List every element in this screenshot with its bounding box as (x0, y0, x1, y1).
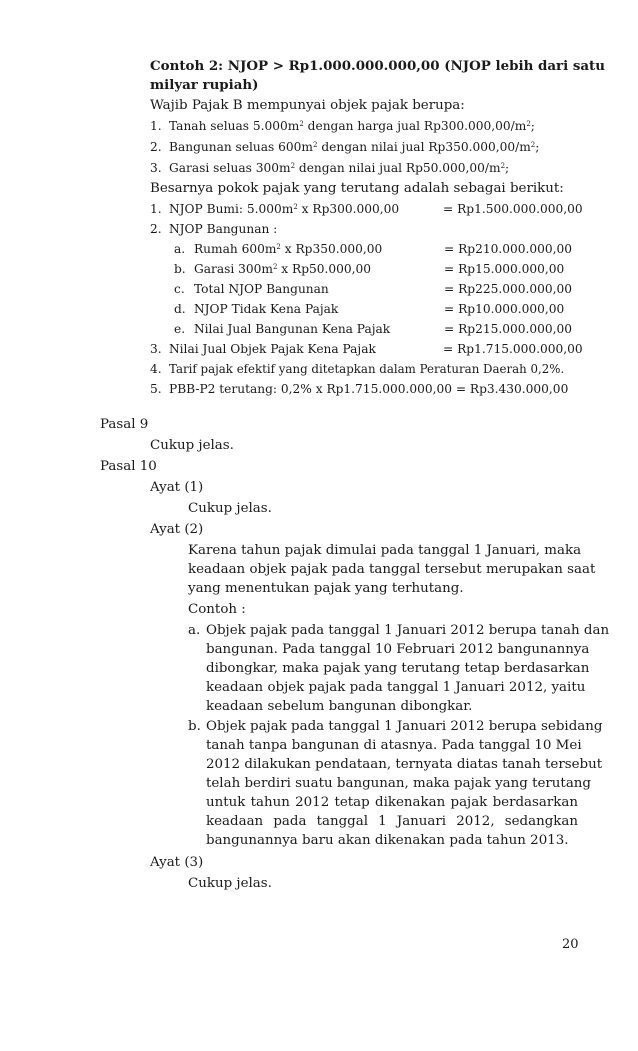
example-heading-line2: milyar rupiah) (150, 77, 259, 93)
pasal10-title: Pasal 10 (100, 459, 157, 474)
pasal9-text: Cukup jelas. (150, 438, 234, 453)
intro-text: Wajib Pajak B mempunyai objek pajak berupa: (150, 98, 465, 113)
calc-value: = Rp225.000.000,00 (444, 282, 572, 296)
ayat2-title: Ayat (2) (150, 522, 204, 537)
ayat3-title: Ayat (3) (150, 855, 204, 870)
ayat2-paragraph-line: Karena tahun pajak dimulai pada tanggal 1 Januari, maka (188, 543, 582, 558)
pasal9-title: Pasal 9 (100, 417, 149, 432)
example-a-line: keadaan objek pajak pada tanggal 1 Januari 2012, yaitu (206, 680, 586, 695)
example-b-line: 2012 dilakukan pendataan, ternyata diatas tanah tersebut (206, 757, 603, 772)
example-b-line: untuk tahun 2012 tetap dikenakan pajak berdasarkan (206, 795, 578, 810)
ayat2-paragraph-line: yang menentukan pajak yang terhutang. (188, 581, 464, 596)
example-a-marker: a. (188, 623, 201, 638)
calc-value: = Rp215.000.000,00 (444, 322, 572, 336)
example-a-line: dibongkar, maka pajak yang terutang tetap berdasarkan (206, 661, 590, 676)
calc-value: = Rp1.715.000.000,00 (443, 342, 583, 356)
document-page: Contoh 2: NJOP > Rp1.000.000.000,00 (NJOP lebih dari satu milyar rupiah) Wajib Pajak B mempunyai objek pajak berupa: 1. Tanah seluas $5.000m^2$ dengan harga jual $Rp300.000,00/m^2$; 2. Bangunan seluas $600m^2$ dengan nilai jual $Rp350.000,00/m^2$; 3. Garasi seluas $300m^2$ dengan nilai jual $Rp50.000,00/m^2$; Besarnya pokok pajak yang terutang adalah sebagai berikut: 1. NJOP Bumi: $5.000m^2$ x Rp300.000,00 = Rp1.500.000.000,00 2. NJOP Bangunan : a. Rumah $600m^2$ x Rp350.000,00 = Rp210.000.000,00 b. Garasi $300m^2$ x Rp50.000,00 = Rp15.000.000,00 c. Total NJOP Bangunan = Rp225.000.000,00 d. NJOP Tidak Kena Pajak = Rp10.000.000,00 e. Nilai Jual Bangunan Kena Pajak = Rp215.000.000,00 3. Nilai Jual Objek Pajak Kena Pajak = Rp1.715.000.000,00 4. Tarif pajak efektif yang ditetapkan dalam Peraturan Daerah 0,2%. 5. PBB-P2 terutang: 0,2% x Rp1.715.000.000,00 = Rp3.430.000,00 Pasal 9 Cukup jelas. Pasal 10 Ayat (1) Cukup jelas. Ayat (2) Karena tahun pajak dimulai pada tanggal 1 Januari, maka keadaan objek pajak pada tanggal tersebut merupakan saat yang menentukan pajak yang terhutang. Contoh : a. Objek pajak pada tanggal 1 Januari 2012 berupa tanah dan bangunan. Pada tanggal 10 Februari 2012 bangunannya dibongkar, maka pajak yang terutang tetap berdasarkan keadaan objek pajak pada tanggal 1 Januari 2012, yaitu keadaan sebelum bangunan dibongkar. b. Objek pajak pada tanggal 1 Januari 2012 berupa sebidang tanah tanpa bangunan di atasnya. Pada tanggal 10 Mei 2012 dilakukan pendataan, ternyata diatas tanah tersebut telah berdiri suatu bangunan, maka pajak yang terutang untuk tahun 2012 tetap dikenakan pajak berdasarkan keadaan pada tanggal 1 Januari 2012, sedangkan bangunannya baru akan dikenakan pada tahun 2013. Ayat (3) Cukup jelas. 20 (100, 58, 610, 952)
page-number: 20 (562, 937, 579, 952)
example-b-line: tanah tanpa bangunan di atasnya. Pada tanggal 10 Mei (206, 738, 582, 753)
calc-value: = Rp10.000.000,00 (444, 302, 565, 316)
ayat1-text: Cukup jelas. (188, 501, 272, 516)
ayat1-title: Ayat (1) (150, 480, 204, 495)
calc-value: = Rp210.000.000,00 (444, 242, 572, 256)
calc-value: = Rp15.000.000,00 (444, 262, 565, 276)
example-b-line: telah berdiri suatu bangunan, maka pajak yang terutang (206, 776, 591, 791)
calc-intro: Besarnya pokok pajak yang terutang adalah sebagai berikut: (150, 181, 564, 196)
ayat2-paragraph-line: keadaan objek pajak pada tanggal tersebut merupakan saat (188, 562, 596, 577)
ayat3-text: Cukup jelas. (188, 876, 272, 891)
example-a-line: Objek pajak pada tanggal 1 Januari 2012 berupa tanah dan (206, 623, 610, 638)
contoh-label: Contoh : (188, 602, 246, 617)
example-b-line: Objek pajak pada tanggal 1 Januari 2012 berupa sebidang (206, 719, 603, 734)
example-a-line: bangunan. Pada tanggal 10 Februari 2012 bangunannya (206, 642, 590, 657)
example-b-line: bangunannya baru akan dikenakan pada tahun 2013. (206, 833, 569, 848)
example-a-line: keadaan sebelum bangunan dibongkar. (206, 699, 473, 714)
calc-value: = Rp1.500.000.000,00 (443, 202, 583, 216)
example-b-marker: b. (188, 719, 201, 734)
example-b-line: keadaan pada tanggal 1 Januari 2012, sedangkan (206, 814, 578, 829)
example-heading-line1: Contoh 2: NJOP > Rp1.000.000.000,00 (NJOP lebih dari satu (150, 58, 605, 74)
